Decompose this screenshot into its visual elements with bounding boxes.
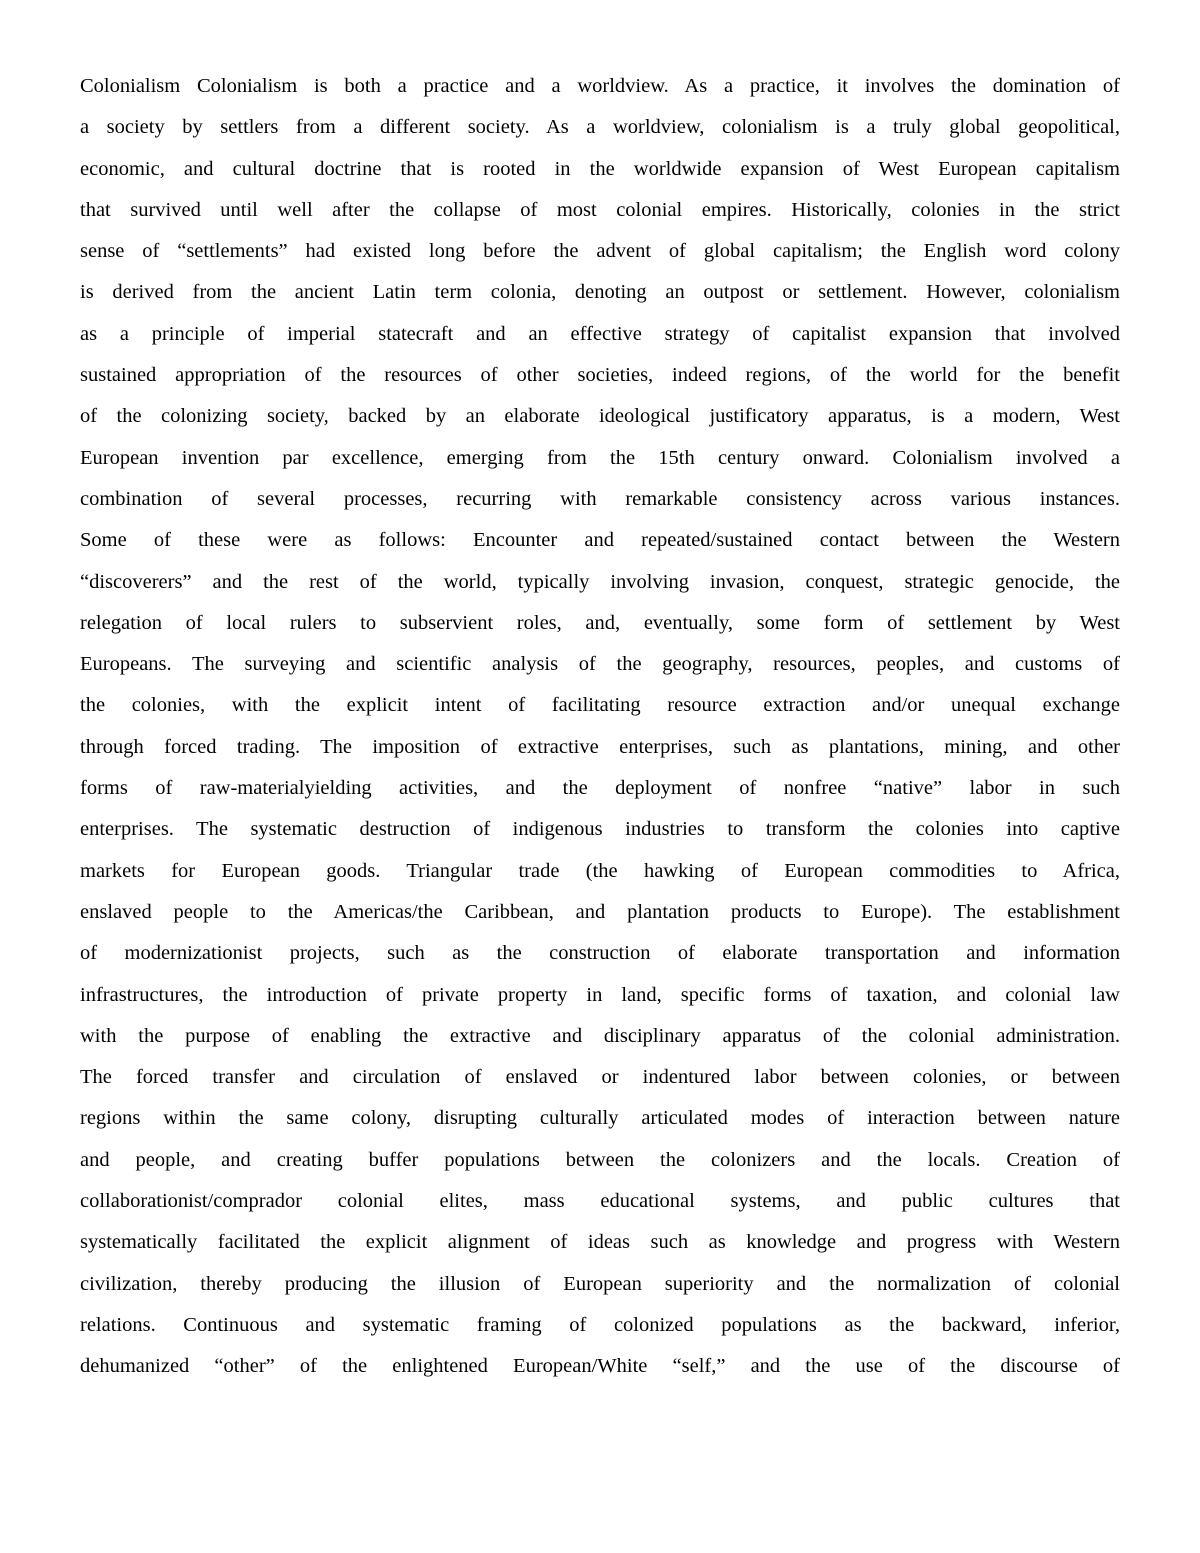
- text-line: Some of these were as follows: Encounter and repeated/sustained contact between the Western: [80, 529, 1120, 552]
- text-line: systematically facilitated the explicit alignment of ideas such as knowledge and progress with Western: [80, 1231, 1120, 1254]
- text-line: Colonialism Colonialism is both a practice and a worldview. As a practice, it involves the domination of: [80, 75, 1120, 97]
- text-line: regions within the same colony, disrupting culturally articulated modes of interaction between nature: [80, 1107, 1120, 1130]
- body-paragraph: [80, 66, 1120, 1388]
- text-line: combination of several processes, recurring with remarkable consistency across various instances.: [80, 487, 1120, 510]
- text-line: with the purpose of enabling the extractive and disciplinary apparatus of the colonial administration.: [80, 1024, 1120, 1047]
- text-line: sense of “settlements” had existed long before the advent of global capitalism; the English word colony: [80, 240, 1120, 263]
- text-line: that survived until well after the collapse of most colonial empires. Historically, colonies in the strict: [80, 198, 1120, 221]
- text-line: “discoverers” and the rest of the world, typically involving invasion, conquest, strategic genocide, the: [80, 570, 1120, 593]
- text-line: economic, and cultural doctrine that is rooted in the worldwide expansion of West European capitalism: [80, 157, 1120, 180]
- text-line: of modernizationist projects, such as the construction of elaborate transportation and information: [80, 942, 1120, 965]
- text-line: markets for European goods. Triangular trade (the hawking of European commodities to Africa,: [80, 859, 1120, 882]
- text-line: through forced trading. The imposition of extractive enterprises, such as plantations, mining, and other: [80, 735, 1120, 758]
- text-line: a society by settlers from a different society. As a worldview, colonialism is a truly global geopolitical,: [80, 116, 1120, 139]
- text-line: dehumanized “other” of the enlightened European/White “self,” and the use of the discourse of: [80, 1355, 1120, 1378]
- text-line: relegation of local rulers to subservient roles, and, eventually, some form of settlement by West: [80, 611, 1120, 634]
- text-line: The forced transfer and circulation of enslaved or indentured labor between colonies, or between: [80, 1066, 1120, 1089]
- text-line: Europeans. The surveying and scientific analysis of the geography, resources, peoples, and customs of: [80, 653, 1120, 676]
- text-line: sustained appropriation of the resources of other societies, indeed regions, of the world for the benefit: [80, 364, 1120, 387]
- text-line: relations. Continuous and systematic framing of colonized populations as the backward, inferior,: [80, 1313, 1120, 1336]
- text-line: of the colonizing society, backed by an elaborate ideological justificatory apparatus, is a modern, West: [80, 405, 1120, 428]
- text-line: as a principle of imperial statecraft and an effective strategy of capitalist expansion that involved: [80, 322, 1120, 345]
- text-line: the colonies, with the explicit intent of facilitating resource extraction and/or unequal exchange: [80, 694, 1120, 717]
- text-line: enterprises. The systematic destruction of indigenous industries to transform the colonies into captive: [80, 818, 1120, 841]
- text-line: is derived from the ancient Latin term colonia, denoting an outpost or settlement. However, colonialism: [80, 281, 1120, 304]
- text-line: European invention par excellence, emerging from the 15th century onward. Colonialism involved a: [80, 446, 1120, 469]
- text-line: and people, and creating buffer populations between the colonizers and the locals. Creation of: [80, 1148, 1120, 1171]
- text-line: infrastructures, the introduction of private property in land, specific forms of taxation, and colonial law: [80, 983, 1120, 1006]
- text-line: forms of raw-materialyielding activities, and the deployment of nonfree “native” labor in such: [80, 777, 1120, 800]
- text-line: collaborationist/comprador colonial elites, mass educational systems, and public cultures that: [80, 1190, 1120, 1213]
- text-line: enslaved people to the Americas/the Caribbean, and plantation products to Europe). The establishment: [80, 900, 1120, 923]
- text-line: civilization, thereby producing the illusion of European superiority and the normalization of colonial: [80, 1272, 1120, 1295]
